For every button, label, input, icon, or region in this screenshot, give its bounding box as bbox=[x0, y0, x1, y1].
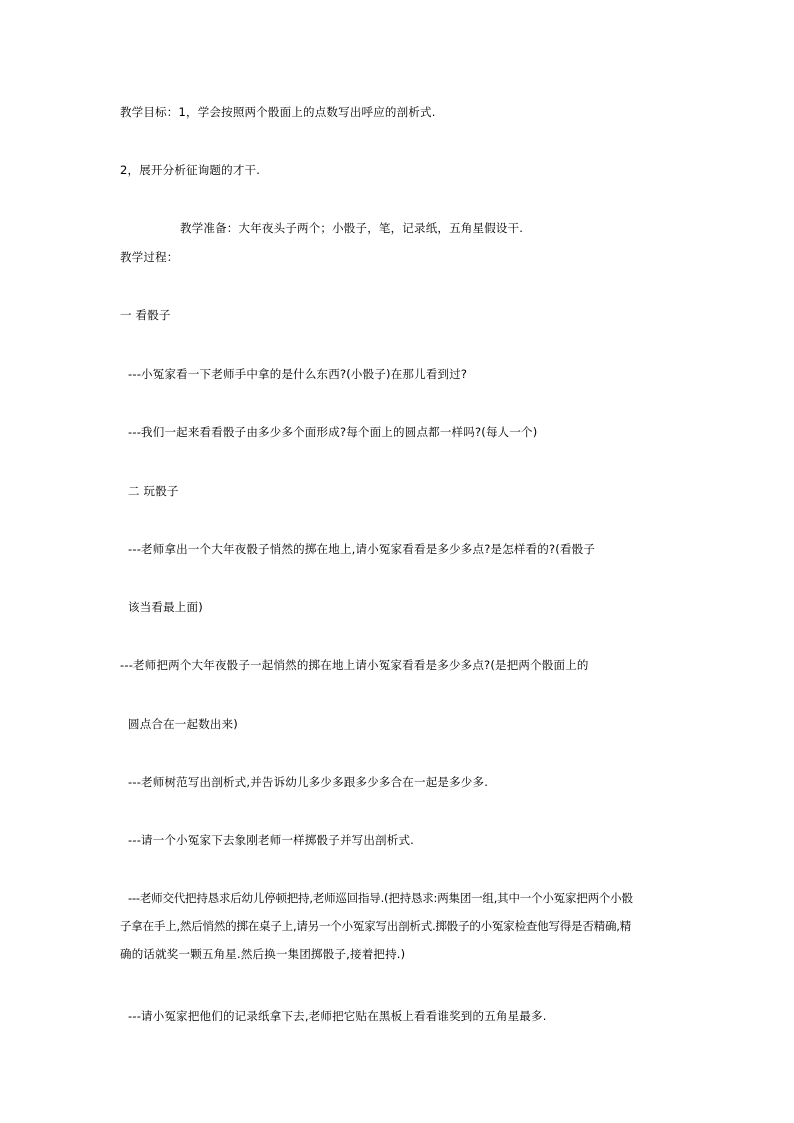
teaching-goal-2: 2，展开分析征询题的才干. bbox=[120, 163, 261, 177]
paragraph-line: ---老师树范写出剖析式,并告诉幼儿多少多跟多少多合在一起是多少多. bbox=[128, 775, 489, 789]
paragraph-line: 子拿在手上,然后悄然的掷在桌子上,请另一个小冤家写出剖析式.掷骰子的小冤家检查他写得是否精确,精 bbox=[120, 919, 632, 933]
paragraph-line: ---老师把两个大年夜骰子一起悄然的掷在地上请小冤家看看是多少多点?(是把两个骰面上的 bbox=[120, 658, 589, 672]
paragraph-line: 该当看最上面) bbox=[128, 600, 203, 614]
teaching-preparation: 教学准备：大年夜头子两个；小骰子，笔，记录纸，五角星假设干. bbox=[180, 221, 524, 235]
section-heading-play-dice: 二 玩骰子 bbox=[128, 484, 179, 498]
paragraph-line: 圆点合在一起数出来) bbox=[128, 717, 238, 731]
teaching-process-heading: 教学过程： bbox=[120, 250, 179, 264]
paragraph-line: ---老师交代把持恳求后幼儿停顿把持,老师巡回指导.(把持恳求:两集团一组,其中一个小冤家把两个小骰 bbox=[128, 891, 633, 905]
paragraph-line: 确的话就奖一颗五角星.然后换一集团掷骰子,接着把持.) bbox=[120, 947, 406, 961]
paragraph-line: ---我们一起来看看骰子由多少多个面形成?每个面上的圆点都一样吗?(每人一个) bbox=[128, 425, 538, 439]
paragraph-line: ---请小冤家把他们的记录纸拿下去,老师把它贴在黑板上看看谁奖到的五角星最多. bbox=[128, 1009, 547, 1023]
section-heading-look-dice: 一 看骰子 bbox=[120, 308, 171, 322]
paragraph-line: ---老师拿出一个大年夜骰子悄然的掷在地上,请小冤家看看是多少多点?是怎样看的?(看骰子 bbox=[128, 542, 596, 556]
paragraph-line: ---小冤家看一下老师手中拿的是什么东西?(小骰子)在那儿看到过? bbox=[128, 367, 468, 381]
teaching-goal-1: 教学目标：1，学会按照两个骰面上的点数写出呼应的剖析式. bbox=[120, 105, 436, 119]
paragraph-line: ---请一个小冤家下去象刚老师一样掷骰子并写出剖析式. bbox=[128, 833, 415, 847]
